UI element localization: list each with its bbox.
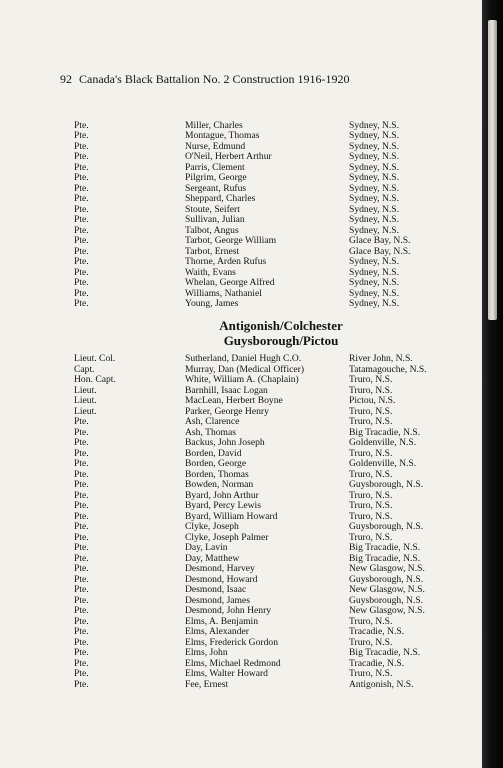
- rank-cell: Pte.: [74, 120, 89, 131]
- rank-cell: Pte.: [74, 500, 89, 511]
- place-cell: New Glasgow, N.S.: [349, 605, 425, 616]
- rank-cell: Pte.: [74, 489, 89, 501]
- rank-cell: Pte.: [74, 668, 89, 679]
- place-cell: Tatamagouche, N.S.: [349, 363, 427, 375]
- roster-row: [0, 480, 482, 491]
- place-cell: Antigonish, N.S.: [349, 678, 414, 690]
- name-cell: Bowden, Norman: [185, 479, 254, 490]
- place-cell: Truro, N.S.: [349, 447, 393, 459]
- rank-cell: Pte.: [74, 266, 89, 278]
- rank-cell: Pte.: [74, 594, 89, 606]
- name-cell: Elms, Frederick Gordon: [185, 636, 278, 648]
- rank-cell: Pte.: [74, 615, 89, 627]
- name-cell: Desmond, James: [185, 594, 251, 606]
- rank-cell: Pte.: [74, 447, 89, 459]
- place-cell: Tracadie, N.S.: [349, 626, 405, 637]
- name-cell: Elms, A. Benjamin: [185, 615, 259, 627]
- rank-cell: Pte.: [74, 182, 89, 194]
- name-cell: Day, Lavin: [185, 542, 228, 553]
- roster-list-sydney: [0, 121, 482, 309]
- roster-row: [0, 396, 482, 407]
- name-cell: Elms, Michael Redmond: [185, 657, 281, 669]
- running-header: [60, 72, 349, 87]
- roster-row: [0, 354, 482, 365]
- section-heading-line1: Antigonish/Colchester: [219, 318, 343, 333]
- place-cell: Truro, N.S.: [349, 615, 393, 627]
- rank-cell: Pte.: [74, 416, 89, 427]
- place-cell: Goldenville, N.S.: [349, 437, 417, 448]
- rank-cell: Pte.: [74, 140, 89, 152]
- place-cell: Sydney, N.S.: [349, 277, 400, 289]
- name-cell: Sutherland, Daniel Hugh C.O.: [185, 353, 302, 364]
- rank-cell: Hon. Capt.: [74, 374, 116, 385]
- name-cell: O'Neil, Herbert Arthur: [185, 151, 272, 163]
- place-cell: Guysborough, N.S.: [349, 573, 424, 585]
- roster-row: [0, 289, 482, 299]
- rank-cell: Lieut.: [74, 395, 97, 406]
- name-cell: Parris, Clement: [185, 161, 245, 173]
- name-cell: Clyke, Joseph Palmer: [185, 531, 269, 543]
- place-cell: Big Tracadie, N.S.: [349, 542, 421, 553]
- rank-cell: Pte.: [74, 531, 89, 543]
- rank-cell: Capt.: [74, 363, 95, 375]
- place-cell: Sydney, N.S.: [349, 151, 400, 163]
- name-cell: Williams, Nathaniel: [185, 287, 262, 299]
- roster-row: [0, 459, 482, 470]
- name-cell: Elms, Alexander: [185, 626, 249, 637]
- spine-edge-strip: [488, 20, 497, 320]
- rank-cell: Pte.: [74, 277, 89, 289]
- place-cell: Glace Bay, N.S.: [349, 235, 411, 247]
- name-cell: Desmond, John Henry: [185, 605, 272, 616]
- name-cell: Murray, Dan (Medical Officer): [185, 363, 305, 375]
- rank-cell: Pte.: [74, 287, 89, 299]
- place-cell: Truro, N.S.: [349, 668, 393, 679]
- name-cell: Desmond, Howard: [185, 573, 258, 585]
- place-cell: Guysborough, N.S.: [349, 479, 424, 490]
- place-cell: Sydney, N.S.: [349, 297, 400, 309]
- name-cell: Day, Matthew: [185, 552, 240, 564]
- roster-row: [0, 257, 482, 267]
- name-cell: Sergeant, Rufus: [185, 182, 247, 194]
- rank-cell: Pte.: [74, 172, 89, 184]
- rank-cell: Pte.: [74, 636, 89, 648]
- running-title: Canada's Black Battalion No. 2 Construction 1916-1920: [79, 72, 350, 86]
- roster-row: [0, 215, 482, 225]
- place-cell: Sydney, N.S.: [349, 287, 400, 299]
- rank-cell: Pte.: [74, 521, 89, 532]
- place-cell: Truro, N.S.: [349, 500, 393, 511]
- section-heading-line2: Guysborough/Pictou: [223, 333, 339, 348]
- roster-row: [0, 194, 482, 204]
- roster-row: [0, 585, 482, 596]
- name-cell: Clyke, Joseph: [185, 521, 239, 532]
- name-cell: Borden, Thomas: [185, 468, 249, 480]
- place-cell: Truro, N.S.: [349, 636, 393, 648]
- rank-cell: Pte.: [74, 678, 89, 690]
- name-cell: Sullivan, Julian: [185, 214, 245, 226]
- rank-cell: Pte.: [74, 151, 89, 163]
- name-cell: Miller, Charles: [185, 120, 243, 131]
- place-cell: Guysborough, N.S.: [349, 594, 424, 606]
- place-cell: New Glasgow, N.S.: [349, 563, 425, 574]
- rank-cell: Pte.: [74, 605, 89, 616]
- name-cell: Montague, Thomas: [185, 130, 260, 142]
- place-cell: Glace Bay, N.S.: [349, 245, 411, 257]
- rank-cell: Pte.: [74, 584, 89, 595]
- name-cell: Ash, Thomas: [185, 426, 236, 438]
- place-cell: Sydney, N.S.: [349, 120, 400, 131]
- name-cell: Elms, John: [185, 647, 228, 658]
- place-cell: Pictou, N.S.: [349, 395, 396, 406]
- place-cell: Sydney, N.S.: [349, 214, 400, 226]
- name-cell: Ash, Clarence: [185, 416, 240, 427]
- rank-cell: Pte.: [74, 193, 89, 205]
- name-cell: Barnhill, Isaac Logan: [185, 384, 268, 396]
- name-cell: Borden, George: [185, 458, 247, 469]
- name-cell: Elms, Walter Howard: [185, 668, 268, 679]
- name-cell: Desmond, Isaac: [185, 584, 247, 595]
- place-cell: Big Tracadie, N.S.: [349, 552, 421, 564]
- place-cell: Sydney, N.S.: [349, 224, 400, 236]
- name-cell: Tarbot, George William: [185, 235, 277, 247]
- place-cell: Truro, N.S.: [349, 374, 393, 385]
- rank-cell: Pte.: [74, 245, 89, 257]
- place-cell: Truro, N.S.: [349, 416, 393, 427]
- place-cell: Guysborough, N.S.: [349, 521, 424, 532]
- rank-cell: Pte.: [74, 542, 89, 553]
- name-cell: Waith, Evans: [185, 266, 236, 278]
- roster-row: [0, 543, 482, 554]
- roster-list-antigonish: [0, 354, 482, 690]
- place-cell: Sydney, N.S.: [349, 266, 400, 278]
- place-cell: New Glasgow, N.S.: [349, 584, 425, 595]
- rank-cell: Pte.: [74, 256, 89, 268]
- rank-cell: Pte.: [74, 647, 89, 658]
- rank-cell: Pte.: [74, 468, 89, 480]
- place-cell: Goldenville, N.S.: [349, 458, 417, 469]
- rank-cell: Pte.: [74, 458, 89, 469]
- place-cell: Tracadie, N.S.: [349, 657, 405, 669]
- place-cell: Sydney, N.S.: [349, 256, 400, 268]
- place-cell: Truro, N.S.: [349, 510, 393, 522]
- name-cell: Nurse, Edmund: [185, 140, 246, 152]
- rank-cell: Lieut.: [74, 384, 97, 396]
- roster-row: [0, 299, 482, 309]
- rank-cell: Pte.: [74, 573, 89, 585]
- place-cell: River John, N.S.: [349, 353, 413, 364]
- name-cell: Borden, David: [185, 447, 242, 459]
- rank-cell: Pte.: [74, 626, 89, 637]
- rank-cell: Pte.: [74, 510, 89, 522]
- place-cell: Big Tracadie, N.S.: [349, 647, 421, 658]
- place-cell: Truro, N.S.: [349, 468, 393, 480]
- rank-cell: Pte.: [74, 479, 89, 490]
- roster-row: [0, 648, 482, 659]
- rank-cell: Pte.: [74, 203, 89, 215]
- roster-row: [0, 407, 482, 418]
- roster-row: [0, 375, 482, 386]
- name-cell: Byard, Percy Lewis: [185, 500, 261, 511]
- roster-row: [0, 680, 482, 691]
- place-cell: Truro, N.S.: [349, 405, 393, 417]
- rank-cell: Pte.: [74, 235, 89, 247]
- name-cell: Young, James: [185, 297, 239, 309]
- place-cell: Truro, N.S.: [349, 489, 393, 501]
- place-cell: Big Tracadie, N.S.: [349, 426, 421, 438]
- name-cell: Talbot, Angus: [185, 224, 239, 236]
- rank-cell: Pte.: [74, 161, 89, 173]
- rank-cell: Pte.: [74, 426, 89, 438]
- place-cell: Sydney, N.S.: [349, 140, 400, 152]
- roster-row: [0, 522, 482, 533]
- place-cell: Sydney, N.S.: [349, 130, 400, 142]
- rank-cell: Pte.: [74, 297, 89, 309]
- roster-row: [0, 606, 482, 617]
- place-cell: Sydney, N.S.: [349, 203, 400, 215]
- roster-row: [0, 417, 482, 428]
- name-cell: Pilgrim, George: [185, 172, 247, 184]
- rank-cell: Pte.: [74, 437, 89, 448]
- name-cell: Desmond, Harvey: [185, 563, 255, 574]
- place-cell: Sydney, N.S.: [349, 172, 400, 184]
- rank-cell: Pte.: [74, 552, 89, 564]
- rank-cell: Pte.: [74, 130, 89, 142]
- place-cell: Sydney, N.S.: [349, 193, 400, 205]
- rank-cell: Pte.: [74, 214, 89, 226]
- place-cell: Truro, N.S.: [349, 384, 393, 396]
- roster-row: [0, 278, 482, 288]
- name-cell: Sheppard, Charles: [185, 193, 256, 205]
- roster-row: [0, 627, 482, 638]
- name-cell: Thorne, Arden Rufus: [185, 256, 267, 268]
- name-cell: Byard, John Arthur: [185, 489, 259, 501]
- name-cell: Byard, William Howard: [185, 510, 278, 522]
- rank-cell: Lieut.: [74, 405, 97, 417]
- name-cell: Whelan, George Alfred: [185, 277, 275, 289]
- name-cell: Tarbot, Ernest: [185, 245, 240, 257]
- rank-cell: Pte.: [74, 224, 89, 236]
- name-cell: Parker, George Henry: [185, 405, 269, 417]
- name-cell: Fee, Ernest: [185, 678, 229, 690]
- name-cell: White, William A. (Chaplain): [185, 374, 299, 385]
- roster-row: [0, 438, 482, 449]
- rank-cell: Pte.: [74, 563, 89, 574]
- place-cell: Truro, N.S.: [349, 531, 393, 543]
- roster-row: [0, 564, 482, 575]
- name-cell: Backus, John Joseph: [185, 437, 265, 448]
- roster-row: [0, 669, 482, 680]
- place-cell: Sydney, N.S.: [349, 182, 400, 194]
- name-cell: MacLean, Herbert Boyne: [185, 395, 283, 406]
- name-cell: Stoute, Seifert: [185, 203, 240, 215]
- roster-row: [0, 501, 482, 512]
- page-number: 92: [60, 72, 72, 86]
- place-cell: Sydney, N.S.: [349, 161, 400, 173]
- rank-cell: Pte.: [74, 657, 89, 669]
- rank-cell: Lieut. Col.: [74, 353, 116, 364]
